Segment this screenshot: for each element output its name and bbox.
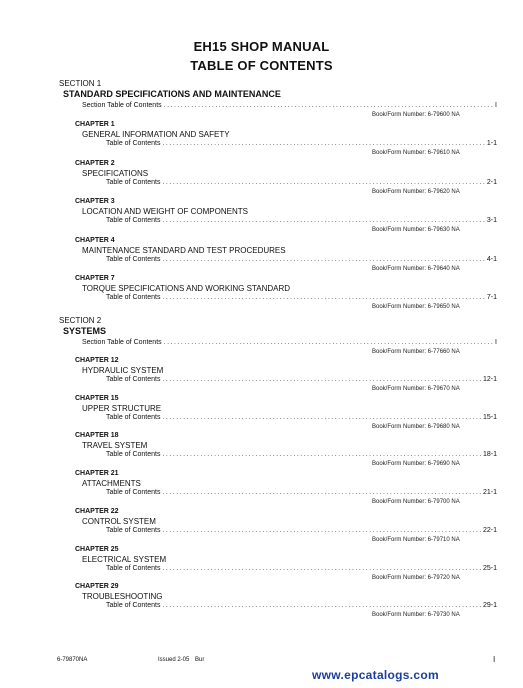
- section-1-toc-label: Section Table of Contents: [82, 102, 162, 109]
- dot-leader: [162, 140, 484, 147]
- chapter-22-page-number: 22-1: [482, 526, 497, 534]
- chapter-2-label: CHAPTER 2: [75, 159, 115, 167]
- chapter-15-toc-label: Table of Contents: [106, 413, 161, 421]
- toc-heading: TABLE OF CONTENTS: [190, 58, 333, 73]
- chapter-3-name: LOCATION AND WEIGHT OF COMPONENTS: [82, 207, 248, 216]
- chapter-1-name: GENERAL INFORMATION AND SAFETY: [82, 130, 230, 139]
- chapter-2-toc-label: Table of Contents: [106, 178, 161, 186]
- chapter-18-book-number: Book/Form Number: 6-79690 NA: [372, 461, 460, 468]
- chapter-18-name: TRAVEL SYSTEM: [82, 441, 148, 451]
- chapter-29-name: TROUBLESHOOTING: [82, 592, 163, 602]
- chapter-22-book-number: Book/Form Number: 6-79710 NA: [372, 536, 460, 543]
- dot-leader: [164, 339, 493, 346]
- chapter-1-toc-row[interactable]: [106, 140, 497, 147]
- section-title: SYSTEMS: [63, 326, 107, 336]
- chapter-29-book-number: Book/Form Number: 6-79730 NA: [372, 612, 460, 619]
- section-book-number: Book/Form Number: 6-79600 NA: [372, 112, 460, 118]
- chapter-15-toc-row[interactable]: [106, 414, 497, 421]
- chapter-22-toc-row[interactable]: [106, 527, 497, 534]
- dot-leader: [162, 602, 481, 609]
- chapter-12-toc-label: Table of Contents: [106, 376, 161, 383]
- chapter-3-book-number: Book/Form Number: 6-79630 NA: [372, 227, 460, 233]
- chapter-4-toc-row[interactable]: [106, 256, 497, 263]
- dot-leader: [162, 527, 481, 534]
- footer-locale: Bur: [195, 657, 205, 663]
- chapter-29-toc-label: Table of Contents: [106, 602, 161, 610]
- chapter-21-label: CHAPTER 21: [75, 470, 119, 478]
- chapter-25-toc-label: Table of Contents: [106, 564, 161, 572]
- chapter-3-page-number: 3-1: [486, 217, 497, 224]
- dot-leader: [162, 414, 481, 421]
- footer-page-mark: I: [493, 655, 496, 664]
- section-1-page-number: I: [495, 102, 497, 109]
- dot-leader: [162, 217, 484, 224]
- chapter-2-toc-row[interactable]: [106, 179, 497, 186]
- chapter-21-name: ATTACHMENTS: [82, 479, 141, 489]
- chapter-22-name: CONTROL SYSTEM: [82, 516, 156, 526]
- chapter-25-book-number: Book/Form Number: 6-79720 NA: [372, 574, 460, 581]
- chapter-1-label: CHAPTER 1: [75, 121, 115, 128]
- manual-title: EH15 SHOP MANUAL: [193, 39, 330, 54]
- chapter-1-page-number: 1-1: [486, 140, 497, 147]
- chapter-21-book-number: Book/Form Number: 6-79700 NA: [372, 499, 460, 506]
- chapter-15-label: CHAPTER 15: [75, 394, 119, 402]
- watermark-text: www.epcatalogs.com: [312, 668, 439, 682]
- chapter-21-toc-row[interactable]: [106, 489, 497, 496]
- chapter-4-name: MAINTENANCE STANDARD AND TEST PROCEDURES: [82, 245, 286, 255]
- section-label: SECTION 2: [59, 316, 102, 325]
- chapter-25-toc-row[interactable]: [106, 565, 497, 572]
- footer-form-number: 6-79870NA: [57, 657, 88, 663]
- dot-leader: [162, 451, 481, 458]
- chapter-29-toc-row[interactable]: [106, 602, 497, 609]
- chapter-3-toc-label: Table of Contents: [106, 217, 161, 224]
- chapter-21-toc-label: Table of Contents: [106, 489, 161, 497]
- section-2-toc-row[interactable]: [82, 339, 497, 346]
- chapter-4-toc-label: Table of Contents: [106, 255, 161, 263]
- chapter-12-page-number: 12-1: [482, 376, 497, 383]
- dot-leader: [162, 256, 484, 263]
- chapter-7-name: TORQUE SPECIFICATIONS AND WORKING STANDARD: [82, 284, 291, 293]
- chapter-2-book-number: Book/Form Number: 6-79620 NA: [372, 188, 460, 195]
- chapter-7-book-number: Book/Form Number: 6-79650 NA: [372, 304, 460, 310]
- section-1-toc-row[interactable]: [82, 102, 497, 109]
- chapter-29-page-number: 29-1: [482, 602, 497, 610]
- chapter-7-page-number: 7-1: [486, 294, 497, 301]
- chapter-4-book-number: Book/Form Number: 6-79640 NA: [372, 265, 460, 272]
- section-2-toc-label: Section Table of Contents: [82, 339, 162, 346]
- chapter-15-name: UPPER STRUCTURE: [82, 403, 162, 413]
- dot-leader: [162, 294, 484, 301]
- chapter-12-book-number: Book/Form Number: 6-79670 NA: [372, 386, 460, 392]
- chapter-3-label: CHAPTER 3: [75, 198, 115, 205]
- chapter-15-book-number: Book/Form Number: 6-79680 NA: [372, 423, 460, 430]
- chapter-29-label: CHAPTER 29: [75, 583, 119, 591]
- chapter-15-page-number: 15-1: [482, 413, 497, 421]
- chapter-18-page-number: 18-1: [482, 451, 497, 459]
- chapter-3-toc-row[interactable]: [106, 217, 497, 224]
- chapter-12-name: HYDRAULIC SYSTEM: [82, 366, 164, 375]
- chapter-25-page-number: 25-1: [482, 564, 497, 572]
- chapter-7-toc-row[interactable]: [106, 294, 497, 301]
- chapter-25-label: CHAPTER 25: [75, 545, 119, 553]
- dot-leader: [162, 489, 481, 496]
- chapter-25-name: ELECTRICAL SYSTEM: [82, 554, 167, 564]
- chapter-4-page-number: 4-1: [486, 255, 497, 263]
- dot-leader: [162, 179, 484, 186]
- chapter-2-page-number: 2-1: [486, 178, 497, 186]
- chapter-18-toc-label: Table of Contents: [106, 451, 161, 459]
- chapter-22-toc-label: Table of Contents: [106, 526, 161, 534]
- chapter-7-toc-label: Table of Contents: [106, 294, 161, 301]
- chapter-1-book-number: Book/Form Number: 6-79610 NA: [372, 150, 460, 156]
- chapter-2-name: SPECIFICATIONS: [82, 168, 149, 178]
- section-title: STANDARD SPECIFICATIONS AND MAINTENANCE: [63, 89, 281, 99]
- section-book-number: Book/Form Number: 6-77660 NA: [372, 349, 460, 355]
- section-label: SECTION 1: [59, 79, 102, 88]
- dot-leader: [164, 102, 493, 109]
- chapter-7-label: CHAPTER 7: [75, 275, 115, 282]
- chapter-1-toc-label: Table of Contents: [106, 140, 161, 147]
- section-2-page-number: I: [495, 339, 497, 346]
- footer-issued: Issued 2-05: [158, 657, 190, 663]
- chapter-18-label: CHAPTER 18: [75, 432, 119, 440]
- dot-leader: [162, 376, 481, 383]
- chapter-22-label: CHAPTER 22: [75, 507, 119, 515]
- chapter-12-label: CHAPTER 12: [75, 357, 119, 364]
- chapter-18-toc-row[interactable]: [106, 451, 497, 458]
- chapter-4-label: CHAPTER 4: [75, 236, 115, 244]
- chapter-12-toc-row[interactable]: [106, 376, 497, 383]
- chapter-21-page-number: 21-1: [482, 489, 497, 497]
- dot-leader: [162, 565, 481, 572]
